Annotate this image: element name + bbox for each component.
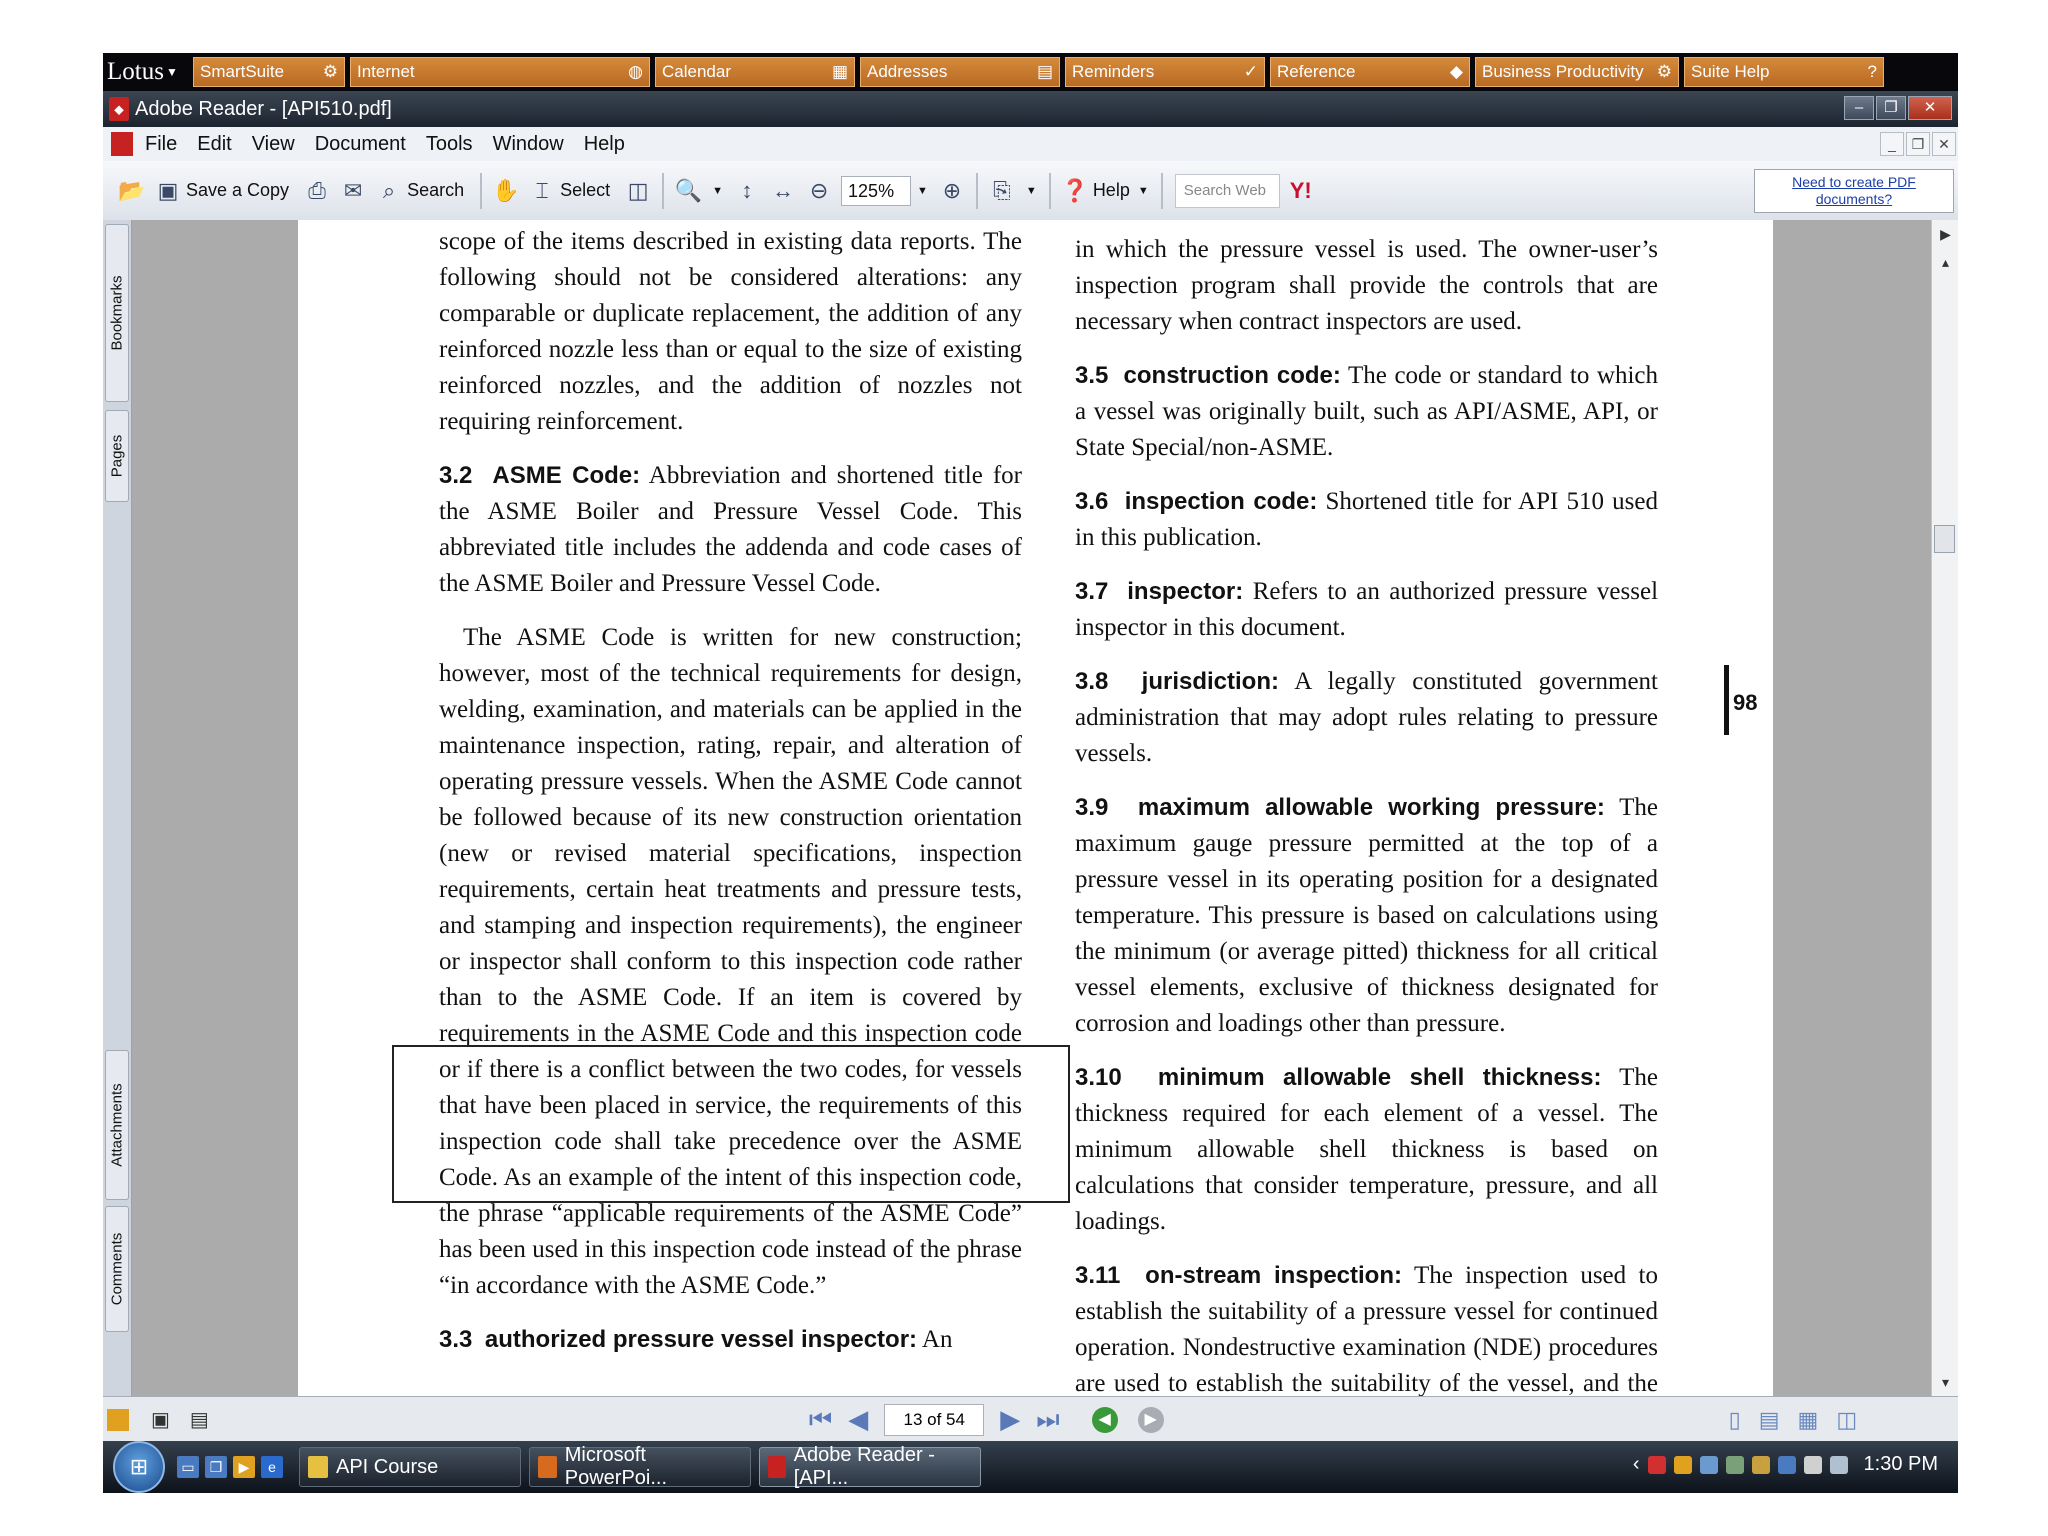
doc-minimize-button[interactable]: _: [1880, 132, 1904, 156]
menu-file[interactable]: File: [145, 132, 178, 155]
zoom-in-circle-icon[interactable]: ⊕: [942, 177, 962, 203]
section-3-2: 3.2 ASME Code: Abbreviation and shortened title for the ASME Boiler and Pressure Vessel Code. This abbreviated title includes the addenda and code cases of the ASME Boiler and Pressure Vessel Code.: [439, 462, 1022, 597]
toolbar-separator: [662, 173, 664, 209]
change-bar: [1724, 665, 1729, 735]
windows-taskbar: [103, 1441, 1958, 1493]
go-back-icon[interactable]: ◀: [1092, 1407, 1118, 1433]
security-icon[interactable]: [107, 1409, 129, 1431]
menu-document[interactable]: Document: [314, 132, 406, 155]
section-3-10: 3.10 minimum allowable shell thickness: The thickness required for each element of a vessel. The minimum allowable shell thickness is based on calculations that consider temperature, pressure, and all loadings.: [1075, 1064, 1658, 1235]
right-gray-gutter: [1773, 220, 1931, 1396]
scroll-down-arrow-icon[interactable]: ▾: [1941, 1374, 1950, 1390]
gear-icon: ⚙: [1656, 62, 1672, 81]
folder-icon: [308, 1456, 328, 1478]
help-button[interactable]: Help: [1092, 180, 1130, 200]
drawer-addresses[interactable]: Addresses ▤: [860, 57, 1060, 87]
tab-comments[interactable]: Comments: [105, 1206, 129, 1332]
task-api-course[interactable]: API Course: [299, 1447, 521, 1487]
fit-height-icon[interactable]: ↕: [741, 177, 753, 203]
right-column: [1075, 232, 1658, 1396]
media-player-icon[interactable]: ▶: [233, 1456, 255, 1478]
tray-device-icon[interactable]: [1726, 1456, 1744, 1474]
menu-help[interactable]: Help: [583, 132, 625, 155]
lotus-logo[interactable]: Lotus ▼: [107, 58, 178, 85]
help-icon: ?: [1867, 62, 1877, 81]
drawer-business-productivity[interactable]: Business Productivity ⚙: [1475, 57, 1679, 87]
navigation-panel: [103, 220, 132, 1396]
zoom-in-icon[interactable]: 🔍: [674, 177, 702, 203]
change-bar-number: 98: [1733, 690, 1758, 715]
paragraph-asme-code: The ASME Code is written for new construction; however, most of the technical requirements for design, welding, examination, and materials can be applied in the maintenance inspection, rating, repair, and alteration of operating pressure vessels. When the ASME Code cannot be followed because of its new construction orientation (new or revised material specifications, inspection requirements, certain heat treatments and pressure tests, and stamping and inspection requirements), the engineer or inspector shall conform to this inspection code rather than to the ASME Code. If an item is covered by requirements in the ASME Code and this inspection code or if there is a conflict between the two codes, for vessels that have been placed in service, the requirements of this inspection code shall take precedence over the ASME Code. As an example of the intent of this inspection code, the phrase “applicable requirements of the ASME Code” has been used in this inspection code instead of the phrase “in accordance with the ASME Code.”: [439, 624, 1022, 1299]
menu-tools[interactable]: Tools: [425, 132, 473, 155]
left-gray-gutter: [132, 220, 298, 1396]
section-3-8: 3.8 jurisdiction: A legally constituted government administration that may adopt rules relating to pressure vessels.: [1075, 668, 1658, 767]
next-page-icon[interactable]: ▶: [1000, 1404, 1021, 1434]
single-page-icon[interactable]: ▯: [1728, 1406, 1741, 1432]
menu-edit[interactable]: Edit: [197, 132, 232, 155]
continuous-icon[interactable]: ▤: [1758, 1406, 1780, 1432]
menu-bar: [103, 127, 1958, 161]
tray-app-icon[interactable]: [1674, 1456, 1692, 1474]
show-desktop-icon[interactable]: ▭: [177, 1456, 199, 1478]
highlight-rectangle-annotation[interactable]: [392, 1045, 1070, 1203]
page-rotate-icon[interactable]: ⎘: [993, 177, 1011, 203]
create-pdf-link[interactable]: Need to create PDF documents?: [1754, 169, 1954, 213]
tray-network-icon[interactable]: [1700, 1456, 1718, 1474]
drawer-reference[interactable]: Reference ◆: [1270, 57, 1470, 87]
drawer-smartsuite[interactable]: SmartSuite ⚙: [193, 57, 345, 87]
email-icon[interactable]: ✉: [343, 177, 363, 203]
search-button[interactable]: Search: [407, 180, 465, 200]
save-icon[interactable]: ▣: [157, 177, 179, 203]
status-bar: [103, 1396, 1958, 1442]
menu-view[interactable]: View: [251, 132, 295, 155]
search-web-input[interactable]: Search Web: [1175, 174, 1280, 208]
zoom-tool-dropdown-icon[interactable]: ▼: [712, 184, 724, 197]
page-tools-dropdown-icon[interactable]: ▼: [1025, 184, 1037, 197]
powerpoint-icon: [538, 1456, 557, 1478]
zoom-out-icon[interactable]: ⊖: [809, 177, 829, 203]
select-cursor-icon[interactable]: ⌶: [535, 177, 549, 203]
toolbar: [103, 161, 1958, 221]
binoculars-icon[interactable]: ⌕: [382, 177, 396, 203]
drawer-internet[interactable]: Internet ◍: [350, 57, 650, 87]
zoom-dropdown-icon[interactable]: ▼: [917, 184, 928, 197]
page-layout-icon[interactable]: ▣: [151, 1409, 170, 1431]
drawer-calendar[interactable]: Calendar ▦: [655, 57, 855, 87]
calendar-icon: ▦: [831, 62, 848, 81]
restore-button[interactable]: ❐: [1876, 96, 1906, 120]
internet-explorer-icon[interactable]: e: [261, 1456, 283, 1478]
section-3-3: 3.3 authorized pressure vessel inspector: An: [439, 1326, 953, 1353]
fit-width-icon[interactable]: ↔: [772, 177, 795, 203]
section-3-6: 3.6 inspection code: Shortened title for API 510 used in this publication.: [1075, 488, 1658, 551]
go-forward-icon[interactable]: ▶: [1138, 1407, 1164, 1433]
tray-monitor-icon[interactable]: [1778, 1456, 1796, 1474]
snapshot-icon[interactable]: ◫: [627, 177, 649, 203]
toolbar-separator: [1161, 173, 1163, 209]
print-icon[interactable]: ⎙: [308, 177, 326, 203]
lotus-smartsuite-bar: [103, 53, 1958, 91]
vertical-scrollbar[interactable]: [1931, 220, 1958, 1396]
facing-icon[interactable]: ◫: [1836, 1406, 1858, 1432]
previous-page-icon[interactable]: ◀: [848, 1404, 869, 1434]
tray-power-icon[interactable]: [1804, 1456, 1822, 1474]
save-copy-button[interactable]: Save a Copy: [186, 180, 290, 200]
toolbar-separator: [1049, 173, 1051, 209]
address-card-icon: ▤: [1036, 62, 1053, 81]
page-number-field[interactable]: 13 of 54: [884, 1404, 984, 1436]
section-3-9: 3.9 maximum allowable working pressure: The maximum gauge pressure permitted at the top of a pressure vessel in its operating position for a designated temperature. This pressure is based on calculations using the minimum (or average pitted) thickness for all critical vessel elements, exclusive of thickness designated for corrosion and loadings other than pressure.: [1075, 794, 1658, 1037]
paragraph: scope of the items described in existing data reports. The following should not be considered alterations: any comparable or duplicate replacement, the addition of any reinforced nozzle less than or equal to the size of existing reinforced nozzles, and the addition of nozzles not requiring reinforcement.: [439, 228, 1022, 435]
checkmark-icon: ✓: [1243, 62, 1258, 81]
task-powerpoint[interactable]: Microsoft PowerPoi...: [529, 1447, 751, 1487]
pdf-page: [298, 220, 1773, 1396]
scroll-right-arrow-icon[interactable]: ▶: [1940, 226, 1951, 242]
adobe-reader-icon: ⬥: [109, 97, 129, 121]
window-title: Adobe Reader - [API510.pdf]: [135, 97, 392, 120]
drawer-suite-help[interactable]: Suite Help ?: [1684, 57, 1884, 87]
hand-tool-icon[interactable]: ✋: [492, 177, 520, 203]
globe-icon: ◍: [628, 62, 643, 81]
document-icon: [111, 132, 133, 156]
continuous-facing-icon[interactable]: ▦: [1797, 1406, 1819, 1432]
tray-expand-icon[interactable]: ‹: [1632, 1453, 1640, 1475]
tray-folder-icon[interactable]: [1752, 1456, 1770, 1474]
drawer-reminders[interactable]: Reminders ✓: [1065, 57, 1265, 87]
document-properties-icon[interactable]: ▤: [189, 1409, 209, 1431]
close-button[interactable]: ✕: [1908, 96, 1952, 120]
window-titlebar: [103, 91, 1958, 127]
minimize-button[interactable]: –: [1844, 96, 1874, 120]
doc-close-button[interactable]: ✕: [1932, 132, 1956, 156]
first-page-icon[interactable]: ⏮: [808, 1403, 833, 1434]
tab-bookmarks[interactable]: Bookmarks: [105, 224, 129, 402]
scrollbar-thumb[interactable]: [1934, 525, 1955, 553]
task-adobe-reader[interactable]: Adobe Reader - [API...: [759, 1447, 981, 1487]
tab-attachments[interactable]: Attachments: [105, 1050, 129, 1200]
scroll-up-arrow-icon[interactable]: ▴: [1941, 254, 1950, 270]
book-icon: ◆: [1449, 62, 1463, 81]
open-folder-icon[interactable]: 📂: [118, 177, 146, 203]
tray-volume-icon[interactable]: [1830, 1456, 1848, 1474]
yahoo-logo-icon[interactable]: Y!: [1289, 177, 1312, 203]
doc-restore-button[interactable]: ❐: [1906, 132, 1930, 156]
tab-pages[interactable]: Pages: [105, 410, 129, 502]
system-tray: [1633, 1453, 1938, 1476]
select-button[interactable]: Select: [560, 180, 611, 200]
start-button[interactable]: ⊞: [113, 1441, 165, 1493]
switch-windows-icon[interactable]: ❐: [205, 1456, 227, 1478]
toolbar-separator: [976, 173, 978, 209]
section-3-7: 3.7 inspector: Refers to an authorized pressure vessel inspector in this document.: [1075, 578, 1659, 641]
toolbar-separator: [480, 173, 482, 209]
section-3-11: 3.11 on-stream inspection: The inspection used to establish the suitability of a pressure vessel for continued operation. Nondestructive examination (NDE) procedures are used to establish the suitability of the vessel, and the: [1075, 1262, 1658, 1396]
gear-icon: ⚙: [322, 62, 338, 81]
help-dropdown-icon[interactable]: ▼: [1137, 184, 1149, 197]
last-page-icon[interactable]: ⏭: [1036, 1403, 1060, 1434]
section-3-5: 3.5 construction code: The code or standard to which a vessel was originally built, such as API/ASME, API, or State Special/non-ASME.: [1075, 362, 1658, 461]
tray-security-icon[interactable]: [1648, 1456, 1666, 1474]
adobe-reader-icon: [768, 1456, 786, 1478]
desktop-screen: [103, 53, 1958, 1493]
paragraph: in which the pressure vessel is used. The owner-user’s inspection program shall provide the controls that are necessary when contract inspectors are used.: [1075, 236, 1658, 335]
help-icon[interactable]: ❓: [1061, 177, 1089, 203]
zoom-level-field[interactable]: 125%: [841, 176, 911, 206]
menu-window[interactable]: Window: [492, 132, 564, 155]
clock[interactable]: 1:30 PM: [1863, 1453, 1938, 1475]
